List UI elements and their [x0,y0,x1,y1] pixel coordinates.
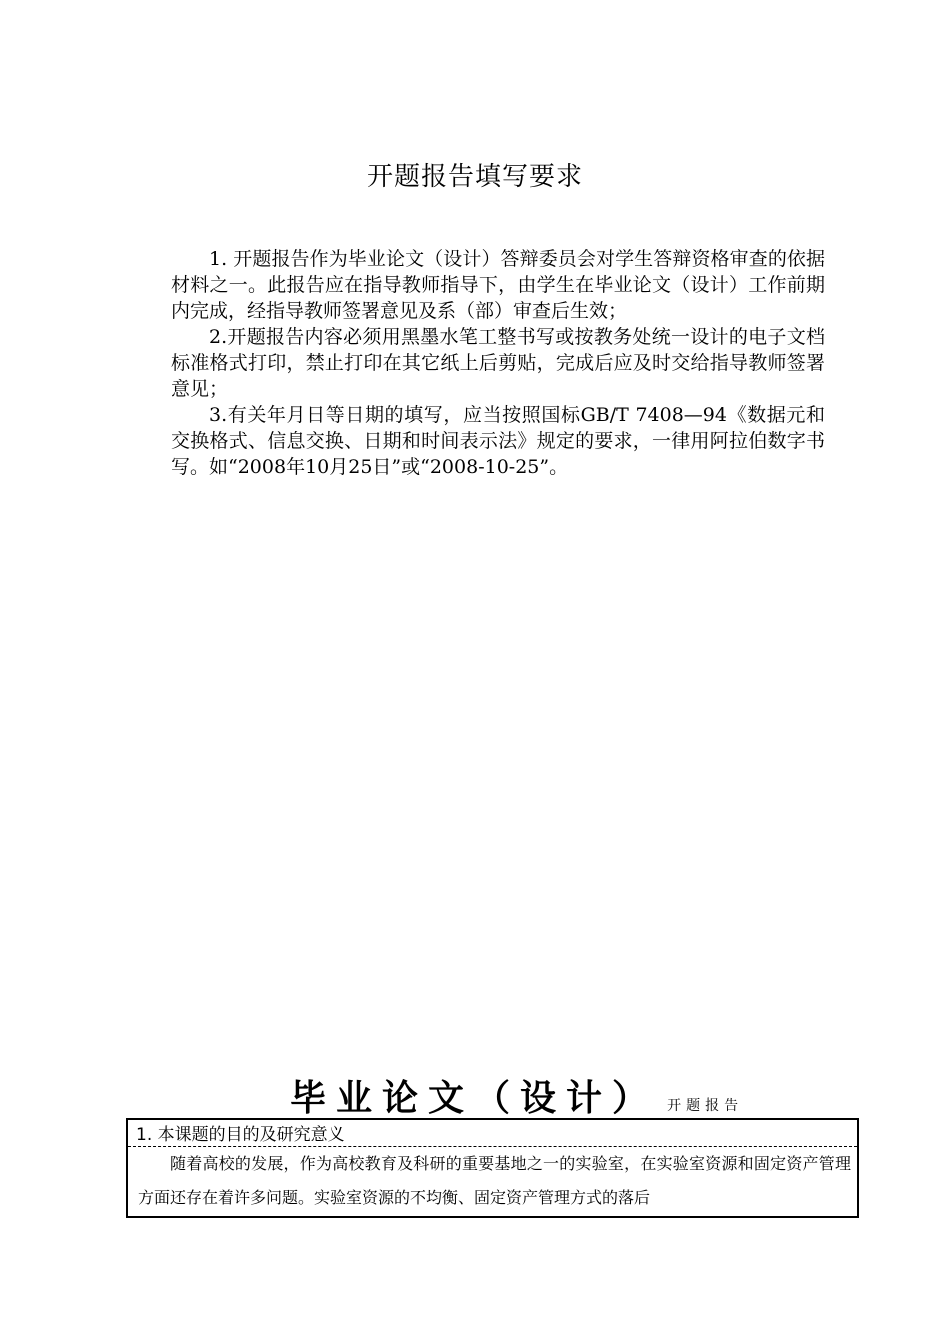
requirement-item: 3.有关年月日等日期的填写，应当按照国标GB/T 7408—94《数据元和交换格式、信息交换、日期和时间表示法》规定的要求，一律用阿拉伯数字书写。如“2008年10月25日”或“2008-10-25”。 [171,404,825,478]
report-table [126,1118,859,1218]
requirement-item: 2.开题报告内容必须用黑墨水笔工整书写或按教务处统一设计的电子文档标准格式打印，禁止打印在其它纸上后剪贴，完成后应及时交给指导教师签署意见； [171,326,825,400]
section-heading: 1. 本课题的目的及研究意义 [128,1120,857,1147]
report-header [290,1070,930,1121]
requirements-list [171,246,825,480]
report-title: 毕业论文（设计） [290,1077,659,1119]
page-title: 开题报告填写要求 [366,162,583,192]
report-subtitle: 开题报告 [667,1098,744,1114]
requirement-item: 1. 开题报告作为毕业论文（设计）答辩委员会对学生答辩资格审查的依据材料之一。此报告应在指导教师指导下，由学生在毕业论文（设计）工作前期内完成，经指导教师签署意见及系（部）审查后生效； [171,248,825,322]
section-body: 随着高校的发展，作为高校教育及科研的重要基地之一的实验室，在实验室资源和固定资产管理方面还存在着许多问题。实验室资源的不均衡、固定资产管理方式的落后 [138,1154,851,1207]
